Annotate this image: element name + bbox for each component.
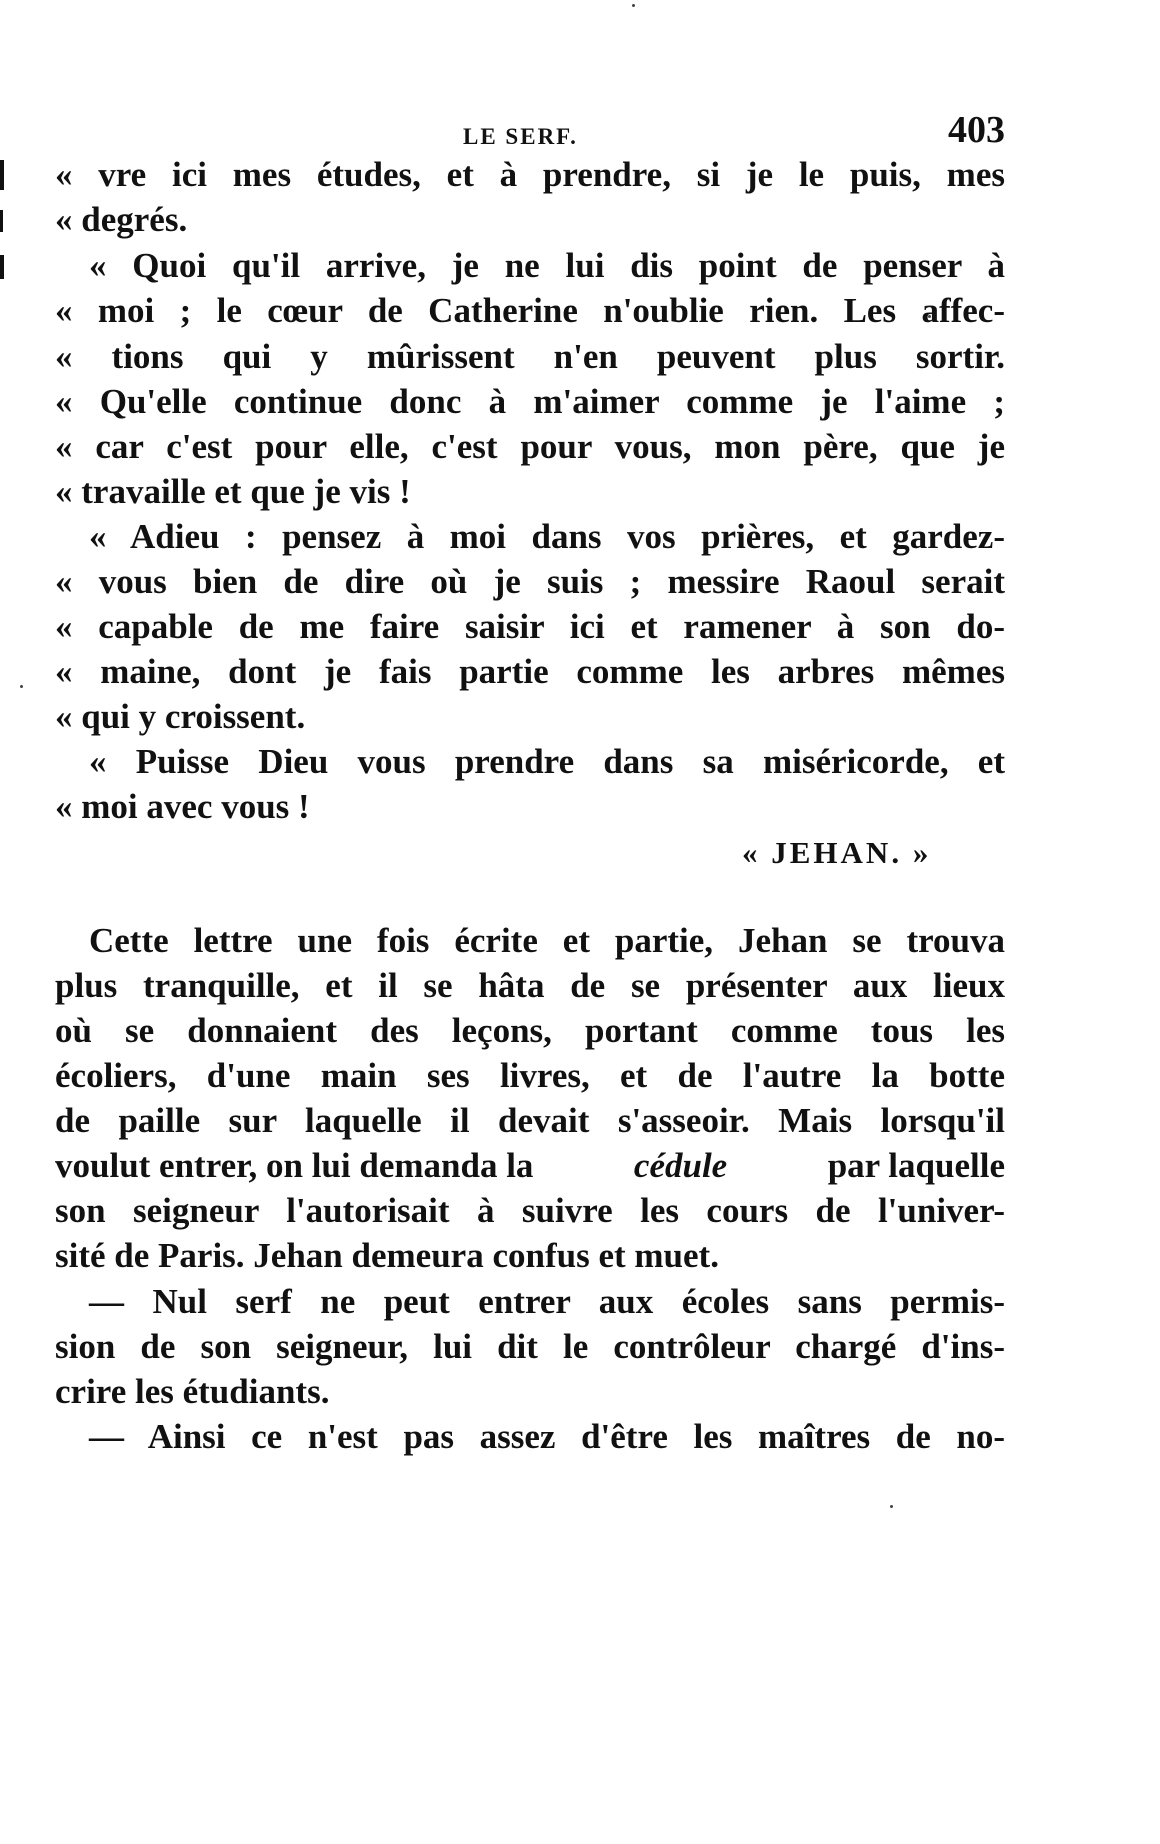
text-segment: par laquelle — [827, 1146, 1005, 1185]
text-line — [55, 1143, 1005, 1189]
text-line: crire les étudiants. — [55, 1372, 330, 1411]
text-line: sité de Paris. Jehan demeura confus et muet. — [55, 1236, 719, 1275]
page-number: 403 — [948, 109, 1005, 151]
text-line: « vous bien de dire où je suis ; messire Raoul serait — [55, 562, 1005, 601]
text-line: « qui y croissent. — [55, 697, 306, 736]
text-line: « car c'est pour elle, c'est pour vous, mon père, que je — [55, 427, 1005, 466]
margin-mark — [0, 160, 4, 190]
letter-signature: « JEHAN. » — [742, 835, 932, 870]
text-line: Cette lettre une fois écrite et partie, Jehan se trouva — [89, 921, 1005, 960]
text-line: son seigneur l'autorisait à suivre les cours de l'univer- — [55, 1191, 1005, 1230]
print-speck — [20, 685, 23, 688]
print-speck — [890, 1505, 893, 1508]
text-line: « degrés. — [55, 200, 188, 239]
print-speck — [632, 4, 635, 7]
text-line: où se donnaient des leçons, portant comme tous les — [55, 1011, 1005, 1050]
text-line: sion de son seigneur, lui dit le contrôleur chargé d'ins- — [55, 1327, 1005, 1366]
text-line: écoliers, d'une main ses livres, et de l'autre la botte — [55, 1056, 1005, 1095]
text-line: plus tranquille, et il se hâta de se présenter aux lieux — [55, 966, 1005, 1005]
text-line: — Ainsi ce n'est pas assez d'être les maîtres de no- — [89, 1417, 1005, 1456]
text-line: « travaille et que je vis ! — [55, 472, 411, 511]
text-line: — Nul serf ne peut entrer aux écoles sans permis- — [89, 1282, 1005, 1321]
text-line: « Qu'elle continue donc à m'aimer comme je l'aime ; — [55, 382, 1005, 421]
margin-mark — [0, 255, 4, 279]
italic-word: cédule — [633, 1146, 728, 1185]
text-line: « tions qui y mûrissent n'en peuvent plus sortir. — [55, 337, 1005, 376]
text-line: « Quoi qu'il arrive, je ne lui dis point de penser à — [89, 246, 1005, 285]
running-title: LE SERF. — [463, 124, 578, 149]
text-line: « Adieu : pensez à moi dans vos prières, et gardez- — [89, 517, 1005, 556]
text-line: « moi avec vous ! — [55, 787, 310, 826]
text-segment: voulut entrer, on lui demanda la — [55, 1146, 534, 1185]
text-line: « moi ; le cœur de Catherine n'oublie rien. Les affec- — [55, 291, 1005, 330]
text-line: « vre ici mes études, et à prendre, si je le puis, mes — [55, 155, 1005, 194]
text-line: de paille sur laquelle il devait s'asseoir. Mais lorsqu'il — [55, 1101, 1005, 1140]
text-line: « capable de me faire saisir ici et ramener à son do- — [55, 607, 1005, 646]
text-line: « maine, dont je fais partie comme les arbres mêmes — [55, 652, 1005, 691]
page-header — [55, 108, 1005, 158]
margin-mark — [0, 210, 3, 232]
text-line: « Puisse Dieu vous prendre dans sa miséricorde, et — [89, 742, 1005, 781]
